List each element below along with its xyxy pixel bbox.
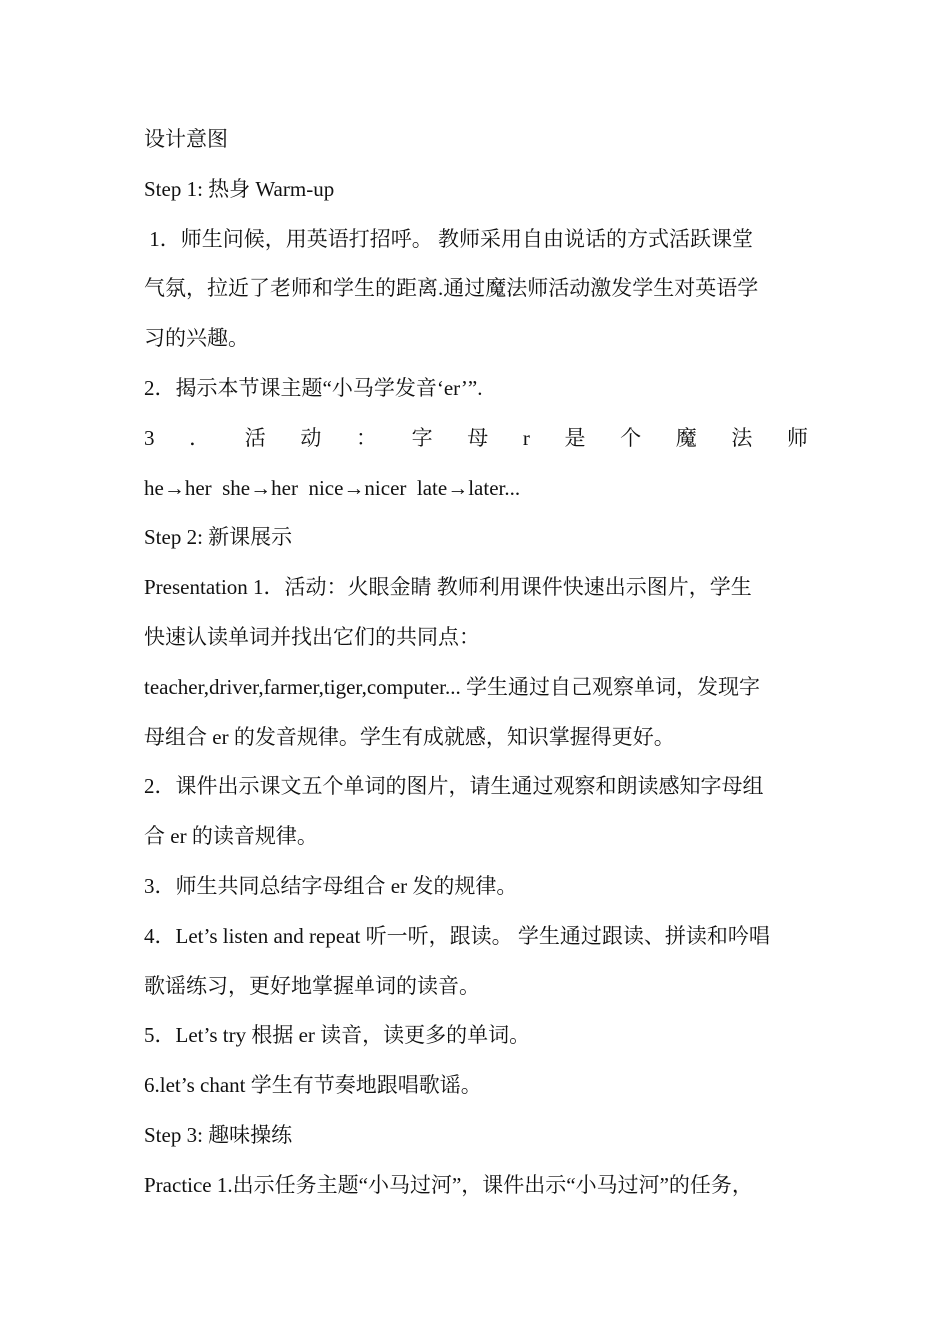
step1-item1-line2: 气氛，拉近了老师和学生的距离.通过魔法师活动激发学生对英语学 (144, 276, 759, 301)
section-heading: 设计意图 (144, 127, 228, 151)
char: 师 (787, 425, 808, 450)
char: 魔 (675, 425, 697, 450)
step1-title: Step 1: 热身 Warm-up (144, 176, 335, 201)
step2-item2-line1: 2．课件出示课文五个单词的图片，请生通过观察和朗读感知字母组 (144, 774, 764, 799)
char: r (522, 425, 530, 450)
char: 是 (564, 425, 586, 450)
step1-item2: 2．揭示本节课主题“小马学发音‘er’”. (144, 375, 483, 400)
char: 字 (411, 425, 433, 450)
char: 个 (620, 425, 642, 450)
step3-para1-line1: Practice 1.出示任务主题“小马过河”，课件出示“小马过河”的任务， (144, 1172, 753, 1197)
char: 动 (300, 425, 322, 450)
char: 3 (144, 425, 155, 450)
step2-item4-line1: 4．Let’s listen and repeat 听一听，跟读。 学生通过跟读、拼读和吟唱 (144, 923, 770, 948)
step2-para1-line2: 快速认读单词并找出它们的共同点： (144, 624, 480, 649)
step2-item2-line2: 合 er 的读音规律。 (144, 824, 318, 849)
step1-item1-line3: 习的兴趣。 (144, 326, 249, 351)
char: 母 (467, 425, 489, 450)
step2-para1-line3: teacher,driver,farmer,tiger,computer... 学生通过自己观察单词，发现字 (144, 674, 760, 699)
step2-item4-line2: 歌谣练习，更好地掌握单词的读音。 (144, 973, 480, 998)
step2-title: Step 2: 新课展示 (144, 525, 293, 550)
document-page (144, 115, 808, 1211)
step2-para1-line1: Presentation 1．活动：火眼金睛 教师利用课件快速出示图片，学生 (144, 575, 752, 600)
step1-item1-line1: 1．师生问候，用英语打招呼。 教师采用自由说话的方式活跃课堂 (144, 226, 753, 251)
step2-item6: 6.let’s chant 学生有节奏地跟唱歌谣。 (144, 1073, 482, 1098)
step2-item5: 5．Let’s try 根据 er 读音，读更多的单词。 (144, 1023, 531, 1048)
char: ． (189, 425, 211, 450)
step2-item3: 3．师生共同总结字母组合 er 发的规律。 (144, 873, 518, 898)
char: 活 (244, 425, 266, 450)
step2-para1-line4: 母组合 er 的发音规律。学生有成就感，知识掌握得更好。 (144, 724, 675, 749)
step3-title: Step 3: 趣味操练 (144, 1122, 293, 1147)
char: 法 (731, 425, 753, 450)
step1-item3-title (144, 414, 808, 464)
step1-item3-examples: he→her she→her nice→nicer late→later... (144, 475, 521, 500)
char: ： (356, 425, 377, 450)
